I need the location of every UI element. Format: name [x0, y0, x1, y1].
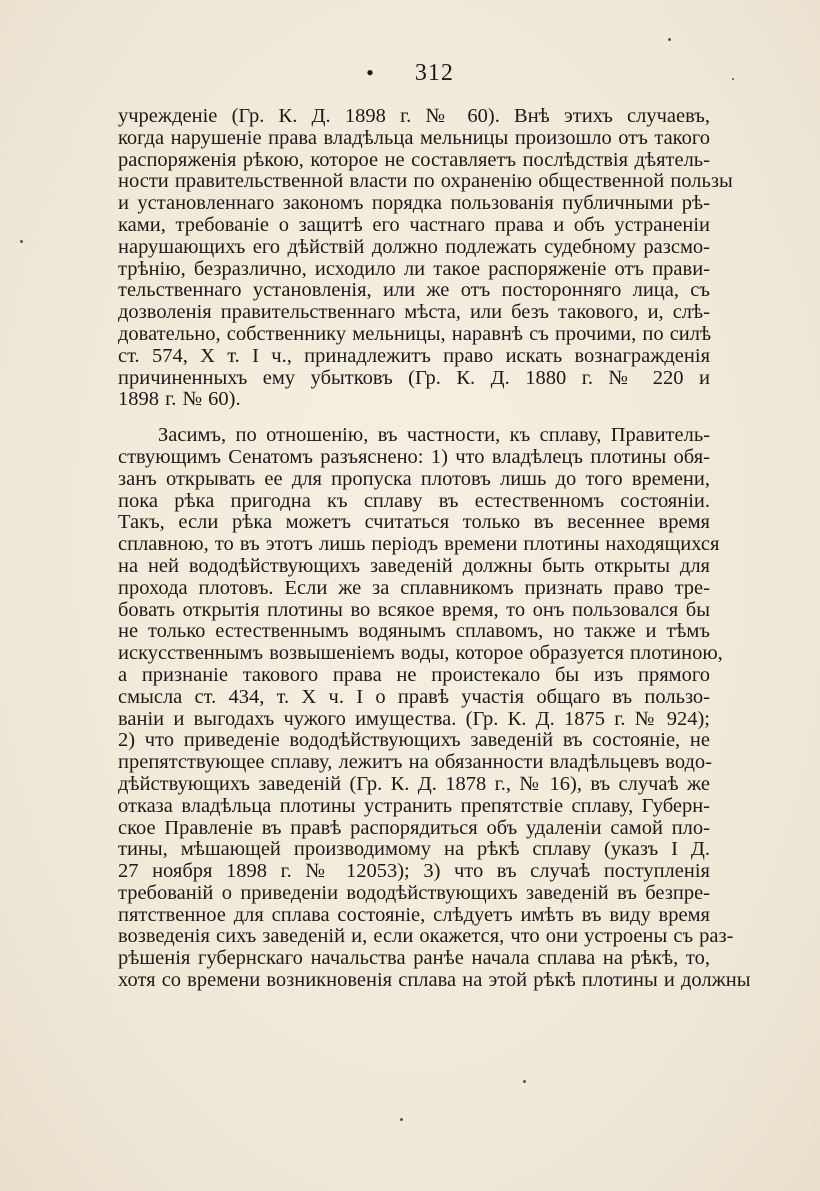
text-line: распоряженія рѣкою, которое не составляетъ послѣдствія дѣятель-	[118, 148, 710, 171]
text-line: ности правительственной власти по охраненію общественной пользы	[118, 170, 733, 193]
paper-speck	[400, 1118, 403, 1121]
text-line: дозволенія правительственнаго мѣста, или безъ такового, и, слѣ-	[118, 301, 710, 324]
body-text	[118, 105, 751, 992]
paper-speck	[668, 38, 671, 41]
text-line: трѣнію, безразлично, исходило ли такое распоряженіе отъ прави-	[118, 257, 710, 280]
paper-speck	[523, 1080, 526, 1083]
text-line: 2) что приведеніе вододѣйствующихъ заведеній въ состояніе, не	[118, 729, 710, 752]
paper-speck	[732, 78, 734, 80]
text-line: ское Правленіе въ правѣ распорядиться объ удаленіи самой пло-	[118, 816, 710, 839]
text-line: учрежденіе (Гр. К. Д. 1898 г. № 60). Внѣ этихъ случаевъ,	[118, 105, 710, 127]
text-line: ваніи и выгодахъ чужого имущества. (Гр. К. Д. 1875 г. № 924);	[118, 707, 710, 730]
text-line: смысла ст. 434, т. X ч. I о правѣ участія общаго въ пользо-	[118, 685, 710, 708]
header-mark: •	[366, 60, 375, 85]
text-line: тельственнаго установленія, или же отъ посторонняго лица, съ	[118, 279, 710, 302]
text-line: ствующимъ Сенатомъ разъяснено: 1) что владѣлецъ плотины обя-	[118, 445, 710, 468]
text-line: возведенія сихъ заведеній и, если окажется, что они устроены съ раз-	[118, 925, 734, 948]
text-line: а признаніе такового права не проистекало бы изъ прямого	[118, 663, 710, 686]
text-line: довательно, собственнику мельницы, наравнѣ съ прочими, по силѣ	[118, 322, 712, 345]
paragraph-2	[118, 424, 751, 992]
text-line: прохода плотовъ. Если же за сплавникомъ признать право тре-	[118, 576, 710, 599]
text-line: рѣшенія губернскаго начальства ранѣе начала сплава на рѣкѣ, то,	[118, 947, 710, 970]
text-line: когда нарушеніе права владѣльца мельницы произошло отъ такого	[118, 126, 710, 149]
paragraph-1	[118, 105, 733, 411]
text-line: 1898 г. № 60).	[118, 388, 241, 411]
text-line: занъ открывать ее для пропуска плотовъ лишь до того времени,	[118, 467, 710, 490]
paragraph-gap	[118, 411, 710, 425]
text-line: хотя со времени возникновенія сплава на этой рѣкѣ плотины и должны	[118, 969, 751, 992]
text-line: пока рѣка пригодна къ сплаву въ естественномъ состояніи.	[118, 489, 710, 512]
text-line: Такъ, если рѣка можетъ считаться только въ весеннее время	[118, 511, 710, 534]
text-line: искусственнымъ возвышеніемъ воды, которое образуется плотиною,	[118, 642, 723, 665]
text-line: на ней вододѣйствующихъ заведеній должны быть открыты для	[118, 554, 710, 577]
text-line: отказа владѣльца плотины устранить препятствіе сплаву, Губерн-	[118, 794, 710, 817]
text-line: ками, требованіе о защитѣ его частнаго права и объ устраненіи	[118, 213, 710, 236]
paper-speck	[20, 240, 23, 243]
text-line: Засимъ, по отношенію, въ частности, къ сплаву, Правитель-	[158, 424, 710, 447]
text-line: нарушающихъ его дѣйствій должно подлежать судебному разсмо-	[118, 235, 710, 258]
text-line: требованій о приведеніи вододѣйствующихъ заведеній въ безпре-	[118, 881, 710, 904]
page-number: 312	[414, 60, 454, 86]
text-line: препятствующее сплаву, лежитъ на обязанности владѣльцевъ водо-	[118, 751, 713, 774]
text-line: ст. 574, X т. I ч., принадлежитъ право искать вознагражденія	[118, 344, 710, 367]
text-line: пятственное для сплава состояніе, слѣдуетъ имѣть въ виду время	[118, 903, 710, 926]
text-line: 27 ноября 1898 г. № 12053); 3) что въ случаѣ поступленія	[118, 860, 710, 883]
text-line: дѣйствующихъ заведеній (Гр. К. Д. 1878 г., № 16), въ случаѣ же	[118, 772, 710, 795]
text-line: причиненныхъ ему убытковъ (Гр. К. Д. 1880 г. № 220 и	[118, 366, 710, 389]
text-line: бовать открытія плотины во всякое время, то онъ пользовался бы	[118, 598, 710, 621]
text-line: не только естественнымъ водянымъ сплавомъ, но также и тѣмъ	[118, 620, 710, 643]
text-line: тины, мѣшающей производимому на рѣкѣ сплаву (указъ I Д.	[118, 838, 710, 861]
page-header	[0, 60, 820, 87]
text-line: сплавною, то въ этотъ лишь періодъ времени плотины находящихся	[118, 533, 720, 556]
text-line: и установленнаго закономъ порядка пользованія публичными рѣ-	[118, 192, 710, 215]
